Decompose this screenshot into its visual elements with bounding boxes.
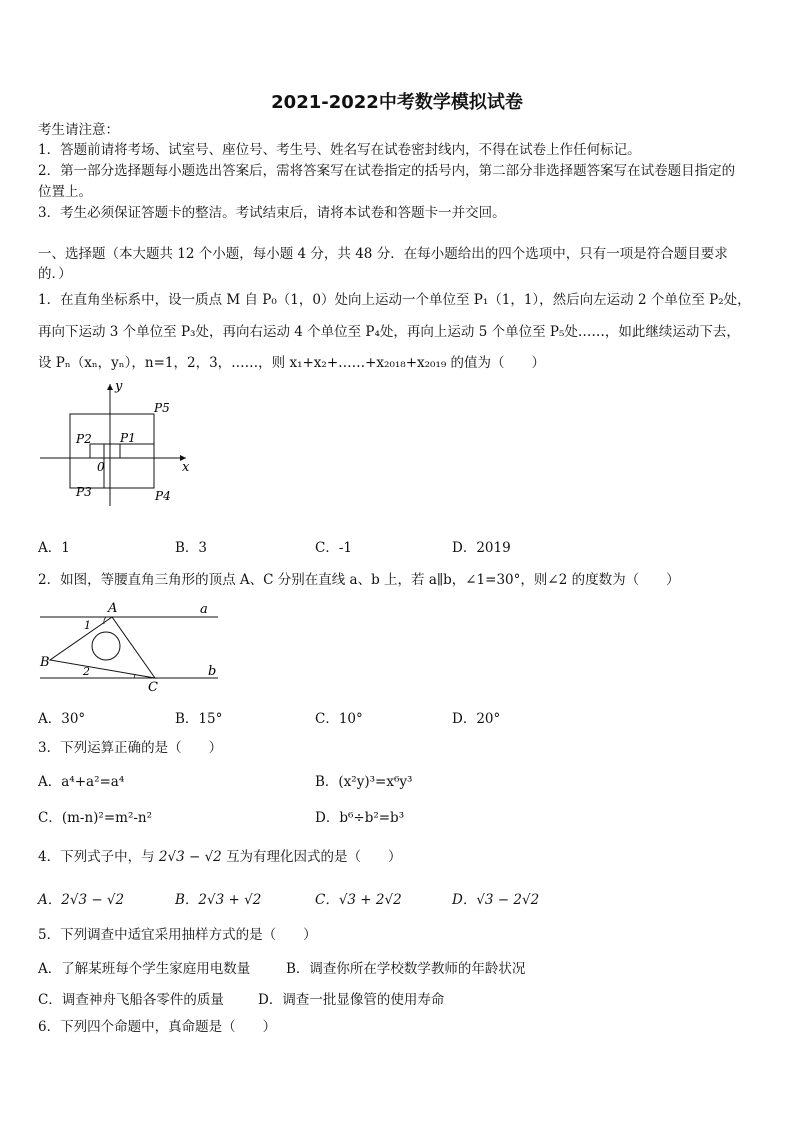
p3-label: P3	[76, 485, 92, 499]
question-2-option-d: D．20°	[452, 711, 501, 727]
notice-item-3: 3．考生必须保证答题卡的整洁。考试结束后，请将本试卷和答题卡一并交回。	[38, 205, 506, 221]
question-3-option-d: D．b⁶÷b²=b³	[315, 810, 405, 826]
question-1-figure	[38, 376, 198, 511]
question-2-option-b: B．15°	[175, 711, 223, 727]
question-4-text	[38, 847, 402, 867]
p2-label: P2	[76, 432, 92, 446]
p5-label: P5	[154, 401, 170, 415]
line-b-label: b	[208, 664, 217, 679]
question-2-text: 2．如图，等腰直角三角形的顶点 A、C 分别在直线 a、b 上，若 a∥b，∠1=30°，则∠2 的度数为（ ）	[38, 572, 680, 588]
question-1-line1: 1．在直角坐标系中，设一质点 M 自 P₀（1，0）处向上运动一个单位至 P₁（1，1），然后向左运动 2 个单位至 P₂处，	[38, 292, 751, 308]
question-4-option-c: C．√3 + 2√2	[315, 892, 402, 908]
question-3-option-b: B．(x²y)³=x⁶y³	[315, 774, 413, 790]
question-4-expression: 2√3 − √2	[158, 849, 222, 865]
question-4-text-post: 互为有理化因式的是（ ）	[226, 849, 402, 865]
question-1-option-c: C．-1	[315, 540, 352, 556]
notice-item-2: 2．第一部分选择题每小题选出答案后，需将答案写在试卷指定的括号内，第二部分非选择题答案写在试卷题目指定的	[38, 163, 736, 179]
p4-label: P4	[155, 489, 171, 503]
notice-heading: 考生请注意：	[38, 122, 119, 138]
triangle-hole	[92, 632, 120, 660]
question-1-option-a: A．1	[38, 540, 70, 556]
question-3-text: 3．下列运算正确的是（ ）	[38, 740, 223, 756]
question-1-line3: 设 Pₙ（xₙ，yₙ），n=1，2，3，……，则 x₁+x₂+……+x₂₀₁₈+x₂₀₁₉ 的值为（ ）	[38, 355, 546, 371]
notice-item-1: 1．答题前请将考场、试室号、座位号、考生号、姓名写在试卷密封线内，不得在试卷上作任何标记。	[38, 142, 641, 158]
question-4-option-a: A．2√3 − √2	[38, 892, 125, 908]
path-rect-p3-p4	[104, 444, 154, 488]
section-heading: 一、选择题（本大题共 12 个小题，每小题 4 分，共 48 分．在每小题给出的四个选项中，只有一项是符合题目要求	[38, 246, 728, 262]
origin-label: 0	[97, 460, 105, 474]
question-3-option-a: A．a⁴+a²=a⁴	[38, 774, 125, 790]
vertex-a-label: A	[108, 601, 118, 616]
question-1-option-b: B．3	[175, 540, 208, 556]
angle-2-label: 2	[83, 665, 90, 678]
question-5-option-a: A．了解某班每个学生家庭用电数量	[38, 961, 251, 977]
question-5-option-b: B．调查你所在学校数学教师的年龄状况	[286, 961, 526, 977]
path-segment-p1-p2	[90, 444, 120, 458]
question-5-option-c: C．调查神舟飞船各零件的质量	[38, 992, 224, 1008]
question-3-option-c: C．(m-n)²=m²-n²	[38, 810, 153, 826]
notice-item-2-cont: 位置上。	[38, 184, 92, 200]
question-4-text-pre: 4．下列式子中，与	[38, 849, 155, 865]
p1-label: P1	[120, 431, 136, 445]
vertex-b-label: B	[40, 655, 50, 670]
path-rect-p5	[70, 414, 154, 488]
question-2-option-c: C．10°	[315, 711, 363, 727]
triangle-abc	[50, 617, 155, 678]
line-a-label: a	[200, 602, 208, 617]
question-2-option-a: A．30°	[38, 711, 86, 727]
section-heading-cont: 的．）	[38, 266, 72, 282]
question-4-option-b: B．2√3 + √2	[175, 892, 262, 908]
question-5-text: 5．下列调查中适宜采用抽样方式的是（ ）	[38, 927, 317, 943]
vertex-c-label: C	[148, 680, 158, 695]
y-axis-arrow	[107, 384, 113, 390]
question-2-figure	[38, 598, 228, 698]
angle-1-arc	[104, 617, 106, 624]
y-label: y	[115, 379, 123, 394]
question-6-text: 6．下列四个命题中，真命题是（ ）	[38, 1019, 277, 1035]
question-4-option-d: D．√3 − 2√2	[452, 892, 540, 908]
page-title: 2021-2022中考数学模拟试卷	[271, 92, 523, 113]
question-1-line2: 再向下运动 3 个单位至 P₃处，再向右运动 4 个单位至 P₄处，再向上运动 5 个单位至 P₅处……，如此继续运动下去，	[38, 324, 740, 340]
question-5-option-d: D．调查一批显像管的使用寿命	[258, 992, 445, 1008]
x-label: x	[182, 460, 190, 475]
question-1-option-d: D．2019	[452, 540, 511, 556]
angle-1-label: 1	[84, 619, 91, 632]
